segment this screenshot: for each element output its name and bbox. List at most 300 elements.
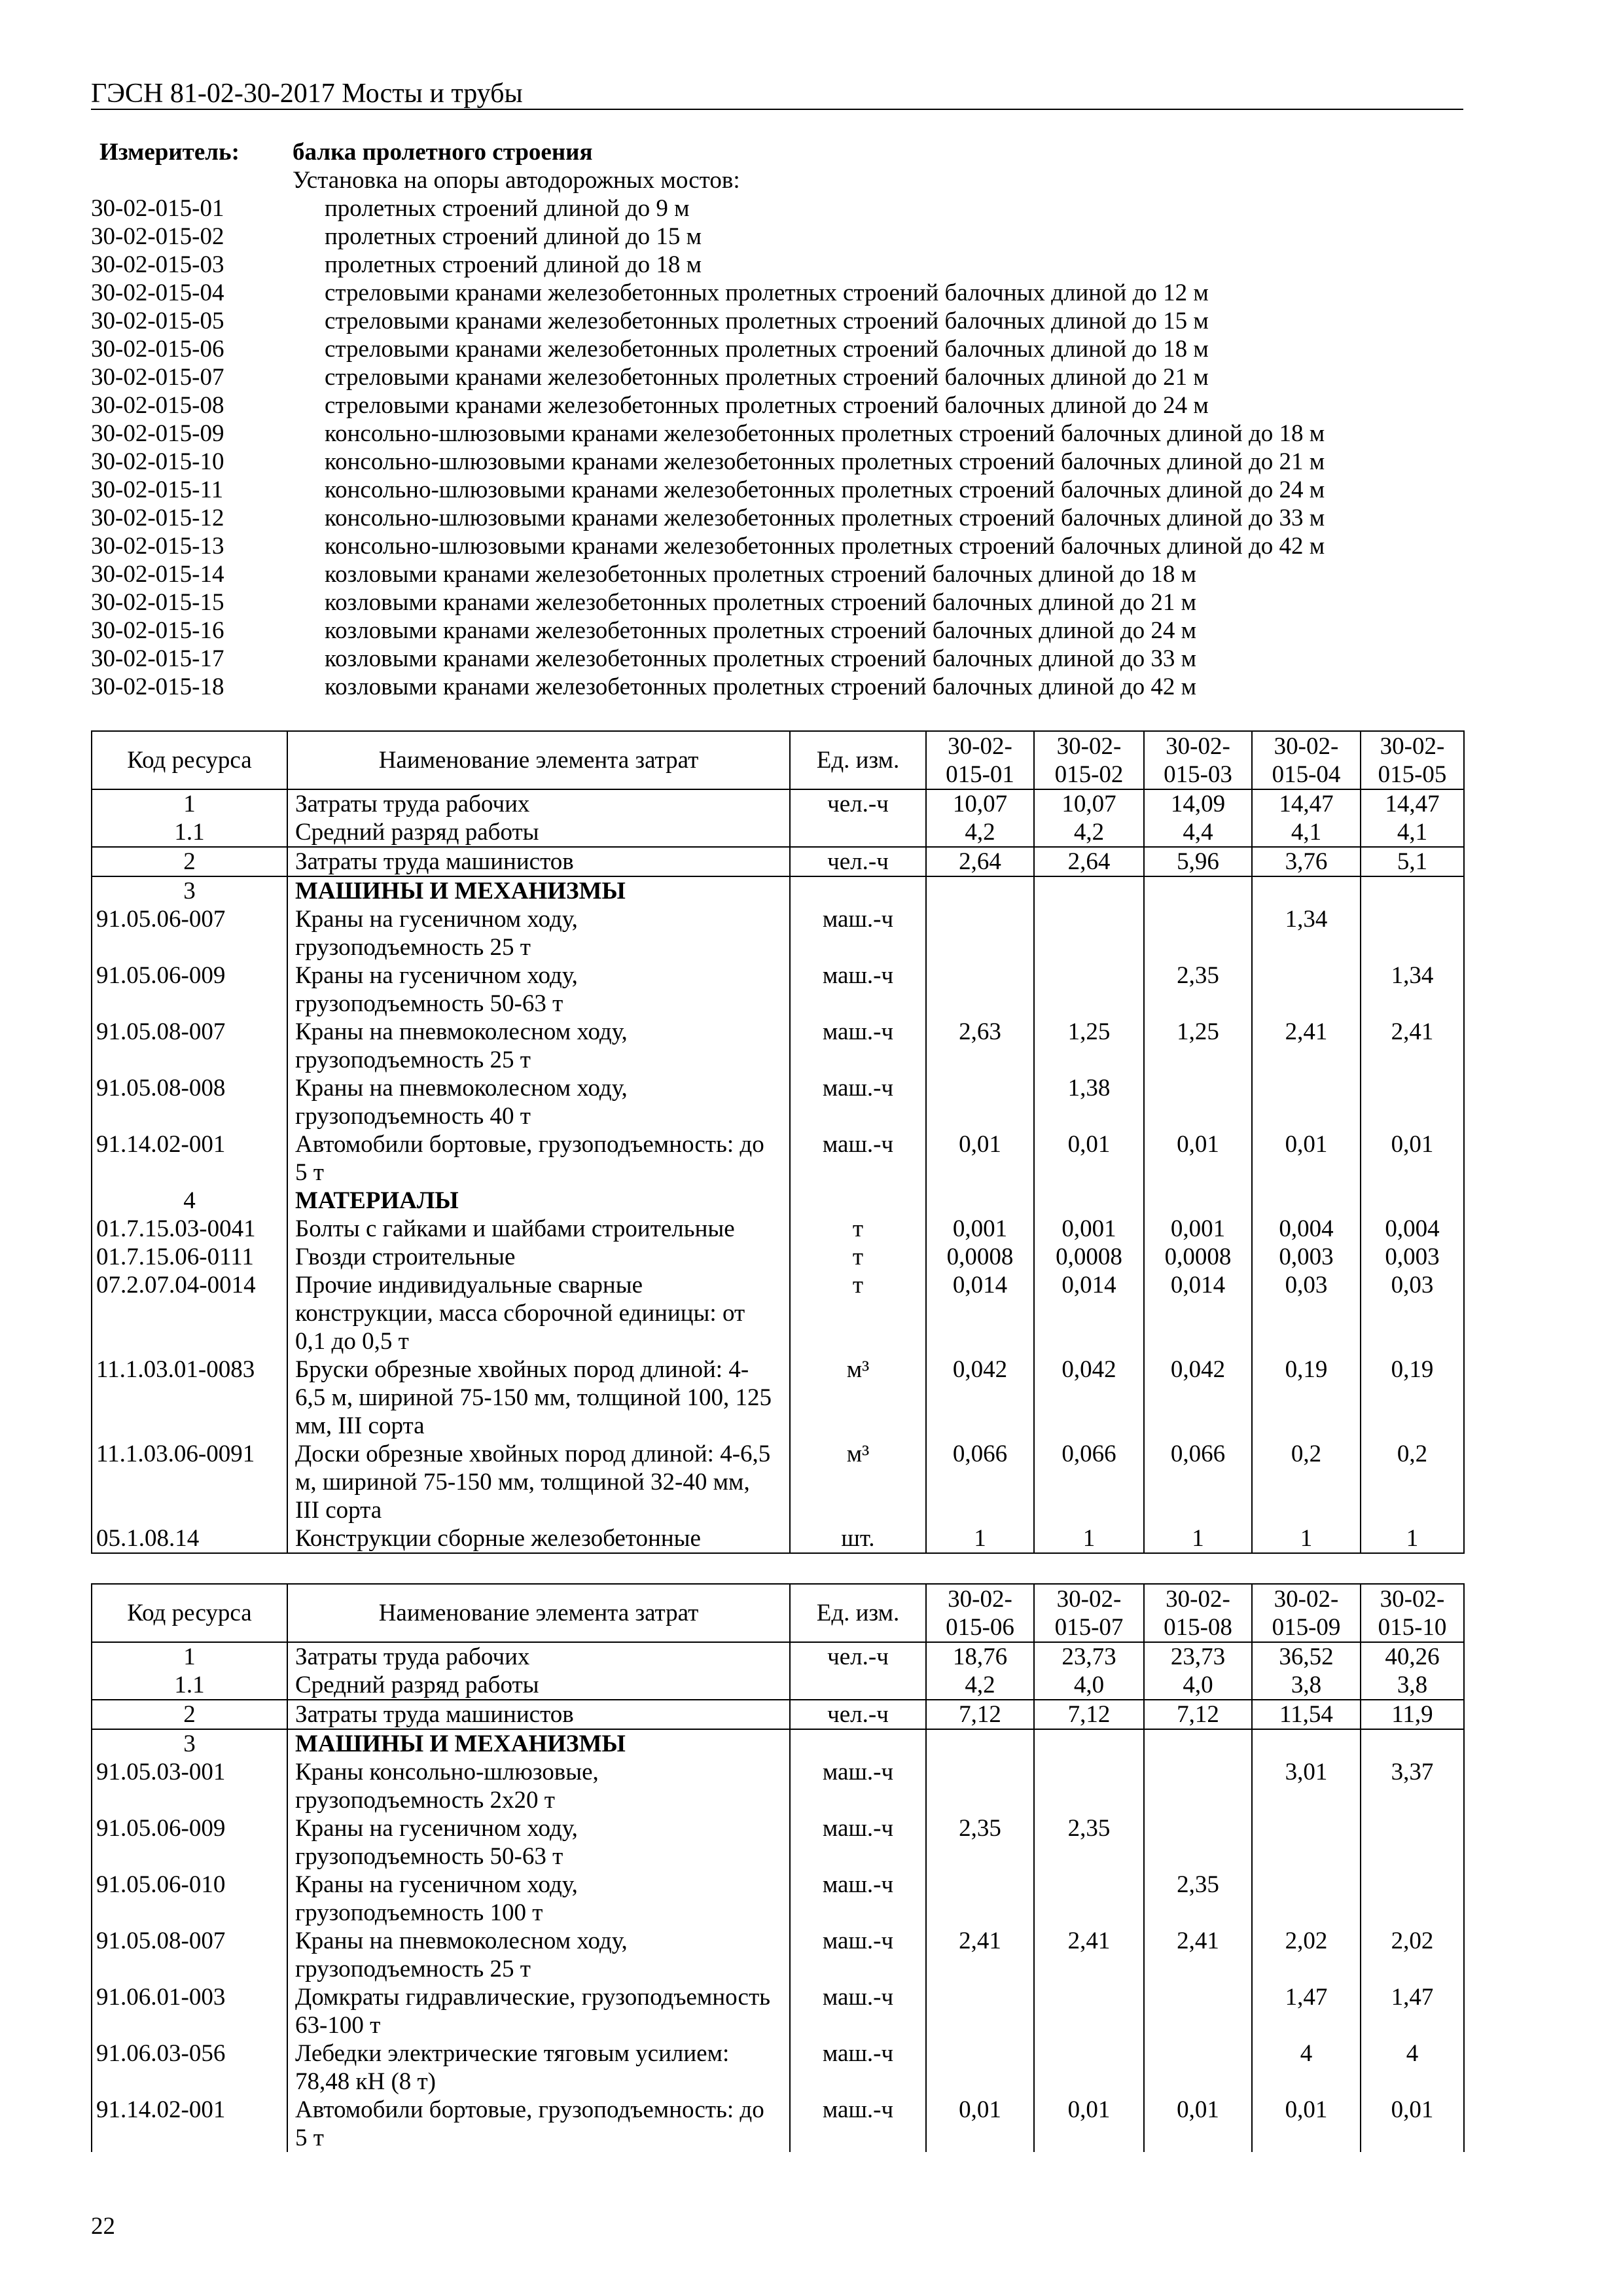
norm-value: 4,4: [1144, 818, 1252, 847]
cost-element-name: МАШИНЫ И МЕХАНИЗМЫ: [287, 876, 790, 905]
table-row: [92, 876, 1464, 905]
norm-code: 30-02-015-01: [91, 195, 224, 222]
unit-of-measure: шт.: [790, 1524, 926, 1553]
column-header-name: Наименование элемента затрат: [287, 731, 790, 789]
norm-value: 1,34: [1252, 905, 1361, 961]
norm-description: пролетных строений длиной до 18 м: [325, 251, 702, 278]
norm-value: 23,73: [1144, 1642, 1252, 1671]
cost-element-name: МАШИНЫ И МЕХАНИЗМЫ: [287, 1729, 790, 1758]
norm-value: 11,54: [1252, 1700, 1361, 1729]
cost-element-name: Краны на гусеничном ходу, грузоподъемность 25 т: [287, 905, 790, 961]
norm-value: [926, 2039, 1034, 2096]
table-row: [92, 1871, 1464, 1927]
norm-code: 30-02-015-05: [91, 308, 224, 334]
norm-description: стреловыми кранами железобетонных пролетных строений балочных длиной до 24 м: [325, 392, 1209, 419]
norm-value: 0,03: [1252, 1271, 1361, 1355]
norm-value: 1: [1361, 1524, 1464, 1553]
norm-value: 2,41: [1361, 1018, 1464, 1074]
table-row: [92, 1642, 1464, 1671]
norm-value: 4,0: [1034, 1671, 1144, 1700]
norm-value: [1034, 961, 1144, 1018]
norm-value: [1252, 1729, 1361, 1758]
column-header-norm: 30-02- 015-10: [1361, 1584, 1464, 1642]
resource-code: 91.05.06-009: [92, 961, 287, 1018]
resource-code: 91.06.01-003: [92, 1983, 287, 2039]
norm-value: [1144, 1758, 1252, 1814]
norm-value: [1034, 2039, 1144, 2096]
norm-value: 2,64: [1034, 847, 1144, 876]
norm-value: 2,02: [1361, 1927, 1464, 1983]
resource-code: 4: [92, 1187, 287, 1215]
table-row: [92, 1758, 1464, 1814]
norm-value: 7,12: [926, 1700, 1034, 1729]
measure-item: [91, 476, 1463, 504]
norm-code: 30-02-015-10: [91, 448, 224, 475]
norm-description: пролетных строений длиной до 9 м: [325, 195, 690, 222]
norm-value: 2,02: [1252, 1927, 1361, 1983]
norm-value: [1144, 1074, 1252, 1130]
resource-code: 91.06.03-056: [92, 2039, 287, 2096]
measure-item: [91, 307, 1463, 335]
norm-description: пролетных строений длиной до 15 м: [325, 223, 702, 250]
unit-of-measure: [790, 818, 926, 847]
norm-value: 0,01: [1252, 1130, 1361, 1187]
cost-element-name: Затраты труда машинистов: [287, 847, 790, 876]
cost-element-name: Краны на гусеничном ходу, грузоподъемность 50-63 т: [287, 1814, 790, 1871]
norm-value: [1252, 961, 1361, 1018]
unit-of-measure: маш.-ч: [790, 1983, 926, 2039]
norm-value: 4,2: [1034, 818, 1144, 847]
norm-description: козловыми кранами железобетонных пролетных строений балочных длиной до 42 м: [325, 673, 1197, 700]
norm-value: 0,0008: [926, 1243, 1034, 1271]
norm-value: 0,014: [1144, 1271, 1252, 1355]
cost-element-name: Средний разряд работы: [287, 1671, 790, 1700]
norm-value: 0,014: [926, 1271, 1034, 1355]
norm-value: 4,0: [1144, 1671, 1252, 1700]
resource-code: 91.05.06-009: [92, 1814, 287, 1871]
column-header-unit: Ед. изм.: [790, 1584, 926, 1642]
unit-of-measure: чел.-ч: [790, 1642, 926, 1671]
resource-code: 1: [92, 1642, 287, 1671]
norm-value: 2,41: [1144, 1927, 1252, 1983]
measure-item: [91, 391, 1463, 420]
column-header-name: Наименование элемента затрат: [287, 1584, 790, 1642]
running-header: ГЭСН 81-02-30-2017 Мосты и трубы: [91, 79, 523, 109]
norm-value: 2,35: [1034, 1814, 1144, 1871]
norm-value: 0,066: [1034, 1440, 1144, 1524]
norm-value: 0,001: [1034, 1215, 1144, 1243]
norm-value: 7,12: [1034, 1700, 1144, 1729]
norm-value: 1: [926, 1524, 1034, 1553]
unit-of-measure: маш.-ч: [790, 2039, 926, 2096]
table-row: [92, 2039, 1464, 2096]
resource-code: 11.1.03.06-0091: [92, 1440, 287, 1524]
norm-value: 2,41: [926, 1927, 1034, 1983]
norm-value: 1,25: [1144, 1018, 1252, 1074]
resource-code: 1.1: [92, 1671, 287, 1700]
unit-of-measure: чел.-ч: [790, 847, 926, 876]
norm-value: 1,34: [1361, 961, 1464, 1018]
table-row: [92, 1355, 1464, 1440]
norm-value: 1: [1144, 1524, 1252, 1553]
norm-value: 3,8: [1361, 1671, 1464, 1700]
table-row: [92, 1440, 1464, 1524]
norm-code: 30-02-015-06: [91, 336, 224, 363]
resource-table-body: [92, 731, 1464, 1553]
norm-value: 0,004: [1252, 1215, 1361, 1243]
measure-item: [91, 560, 1463, 588]
unit-of-measure: т: [790, 1243, 926, 1271]
cost-element-name: Затраты труда рабочих: [287, 789, 790, 818]
norm-value: [1144, 1187, 1252, 1215]
norm-description: консольно-шлюзовыми кранами железобетонных пролетных строений балочных длиной до 24 м: [325, 476, 1325, 503]
norm-code: 30-02-015-02: [91, 223, 224, 250]
norm-value: 0,19: [1252, 1355, 1361, 1440]
column-header-norm: 30-02- 015-08: [1144, 1584, 1252, 1642]
norm-value: 1,38: [1034, 1074, 1144, 1130]
norm-value: [1252, 876, 1361, 905]
norm-description: стреловыми кранами железобетонных пролетных строений балочных длиной до 12 м: [325, 279, 1209, 306]
unit-of-measure: маш.-ч: [790, 1758, 926, 1814]
cost-element-name: Бруски обрезные хвойных пород длиной: 4- 6,5 м, шириной 75-150 мм, толщиной 100, 125 мм, III сорта: [287, 1355, 790, 1440]
cost-element-name: Краны консольно-шлюзовые, грузоподъемность 2х20 т: [287, 1758, 790, 1814]
norm-value: 36,52: [1252, 1642, 1361, 1671]
norm-value: 0,066: [1144, 1440, 1252, 1524]
measure-intro-line: [91, 166, 1463, 194]
column-header-norm: 30-02- 015-03: [1144, 731, 1252, 789]
norm-value: 14,09: [1144, 789, 1252, 818]
norm-value: 1,25: [1034, 1018, 1144, 1074]
norm-code: 30-02-015-11: [91, 476, 224, 503]
table-row: [92, 2096, 1464, 2152]
norm-value: 5,1: [1361, 847, 1464, 876]
norm-description: козловыми кранами железобетонных пролетных строений балочных длиной до 21 м: [325, 589, 1197, 616]
resource-code: 11.1.03.01-0083: [92, 1355, 287, 1440]
norm-value: 10,07: [1034, 789, 1144, 818]
norm-value: [1361, 1074, 1464, 1130]
column-header-norm: 30-02- 015-05: [1361, 731, 1464, 789]
norm-value: [926, 1729, 1034, 1758]
norm-code: 30-02-015-12: [91, 505, 224, 531]
norm-code: 30-02-015-14: [91, 561, 224, 588]
resource-code: 91.05.03-001: [92, 1758, 287, 1814]
norm-value: 0,004: [1361, 1215, 1464, 1243]
norm-value: 0,01: [1144, 2096, 1252, 2152]
measure-item: [91, 588, 1463, 617]
norm-value: 2,35: [1144, 1871, 1252, 1927]
norm-value: [1144, 1814, 1252, 1871]
resource-code: 91.14.02-001: [92, 1130, 287, 1187]
norm-value: [1034, 1187, 1144, 1215]
unit-of-measure: т: [790, 1215, 926, 1243]
resource-code: 2: [92, 1700, 287, 1729]
norm-value: 3,76: [1252, 847, 1361, 876]
cost-element-name: Затраты труда машинистов: [287, 1700, 790, 1729]
unit-of-measure: маш.-ч: [790, 1074, 926, 1130]
norm-value: [1144, 876, 1252, 905]
column-header-norm: 30-02- 015-02: [1034, 731, 1144, 789]
norm-value: 18,76: [926, 1642, 1034, 1671]
measure-item: [91, 448, 1463, 476]
unit-of-measure: маш.-ч: [790, 1871, 926, 1927]
norm-value: 5,96: [1144, 847, 1252, 876]
cost-element-name: Автомобили бортовые, грузоподъемность: до 5 т: [287, 2096, 790, 2152]
norm-value: 0,01: [926, 2096, 1034, 2152]
norm-description: козловыми кранами железобетонных пролетных строений балочных длиной до 33 м: [325, 645, 1197, 672]
cost-element-name: МАТЕРИАЛЫ: [287, 1187, 790, 1215]
norm-value: 0,042: [1144, 1355, 1252, 1440]
norm-code: 30-02-015-18: [91, 673, 224, 700]
measure-item-list: [91, 194, 1463, 701]
norm-value: 0,014: [1034, 1271, 1144, 1355]
norm-code: 30-02-015-15: [91, 589, 224, 616]
table-header-row: [92, 731, 1464, 789]
norm-value: [1034, 905, 1144, 961]
norm-value: 3,8: [1252, 1671, 1361, 1700]
table-row: [92, 1130, 1464, 1187]
measure-item: [91, 363, 1463, 391]
column-header-unit: Ед. изм.: [790, 731, 926, 789]
table-row: [92, 1271, 1464, 1355]
resource-code: 05.1.08.14: [92, 1524, 287, 1553]
norm-value: 4,2: [926, 1671, 1034, 1700]
norm-value: 0,01: [1361, 2096, 1464, 2152]
resource-code: 91.05.08-008: [92, 1074, 287, 1130]
table-row: [92, 1524, 1464, 1553]
norm-value: [1034, 1983, 1144, 2039]
cost-element-name: Средний разряд работы: [287, 818, 790, 847]
table-row: [92, 1700, 1464, 1729]
norm-value: [1361, 905, 1464, 961]
norm-description: козловыми кранами железобетонных пролетных строений балочных длиной до 18 м: [325, 561, 1197, 588]
column-header-norm: 30-02- 015-04: [1252, 731, 1361, 789]
table-header-row: [92, 1584, 1464, 1642]
measure-item: [91, 420, 1463, 448]
measure-block: [91, 138, 1463, 701]
norm-value: 0,001: [1144, 1215, 1252, 1243]
norm-value: [1144, 905, 1252, 961]
norm-value: 4,1: [1252, 818, 1361, 847]
measure-item: [91, 223, 1463, 251]
unit-of-measure: маш.-ч: [790, 905, 926, 961]
resource-code: 1: [92, 789, 287, 818]
norm-description: козловыми кранами железобетонных пролетных строений балочных длиной до 24 м: [325, 617, 1197, 644]
resource-code: 07.2.07.04-0014: [92, 1271, 287, 1355]
norm-code: 30-02-015-07: [91, 364, 224, 391]
measure-intro: Установка на опоры автодорожных мостов:: [293, 167, 740, 194]
unit-of-measure: маш.-ч: [790, 1927, 926, 1983]
resource-code: 91.14.02-001: [92, 2096, 287, 2152]
cost-element-name: Краны на пневмоколесном ходу, грузоподъемность 25 т: [287, 1018, 790, 1074]
table-row: [92, 818, 1464, 847]
norm-value: [1144, 1729, 1252, 1758]
measure-label: Измеритель:: [99, 139, 240, 166]
resource-table-body: [92, 1584, 1464, 2152]
table-row: [92, 1671, 1464, 1700]
table-row: [92, 1983, 1464, 2039]
norm-value: 0,01: [926, 1130, 1034, 1187]
norm-value: 11,9: [1361, 1700, 1464, 1729]
resource-code: 91.05.08-007: [92, 1018, 287, 1074]
unit-of-measure: маш.-ч: [790, 2096, 926, 2152]
norm-value: 0,2: [1361, 1440, 1464, 1524]
norm-value: 0,19: [1361, 1355, 1464, 1440]
norm-value: [1252, 1814, 1361, 1871]
norm-code: 30-02-015-03: [91, 251, 224, 278]
norm-value: 4: [1252, 2039, 1361, 2096]
norm-value: 2,41: [1034, 1927, 1144, 1983]
table-row: [92, 1729, 1464, 1758]
cost-element-name: Домкраты гидравлические, грузоподъемность 63-100 т: [287, 1983, 790, 2039]
column-header-norm: 30-02- 015-01: [926, 731, 1034, 789]
norm-value: 3,37: [1361, 1758, 1464, 1814]
resource-code: 91.05.08-007: [92, 1927, 287, 1983]
norm-value: [926, 876, 1034, 905]
unit-of-measure: [790, 1187, 926, 1215]
cost-element-name: Краны на гусеничном ходу, грузоподъемность 100 т: [287, 1871, 790, 1927]
norm-value: [1034, 876, 1144, 905]
norm-value: 7,12: [1144, 1700, 1252, 1729]
unit-of-measure: [790, 1729, 926, 1758]
measure-header-line: [91, 138, 1463, 166]
header-rule: [91, 109, 1463, 110]
norm-value: [926, 961, 1034, 1018]
norm-value: [1361, 1814, 1464, 1871]
resource-code: 01.7.15.06-0111: [92, 1243, 287, 1271]
measure-item: [91, 532, 1463, 560]
norm-description: консольно-шлюзовыми кранами железобетонных пролетных строений балочных длиной до 42 м: [325, 533, 1325, 560]
norm-value: [926, 905, 1034, 961]
norm-value: 40,26: [1361, 1642, 1464, 1671]
norm-value: [1252, 1871, 1361, 1927]
norm-description: консольно-шлюзовыми кранами железобетонных пролетных строений балочных длиной до 18 м: [325, 420, 1325, 447]
norm-description: стреловыми кранами железобетонных пролетных строений балочных длиной до 21 м: [325, 364, 1209, 391]
norm-value: 0,003: [1252, 1243, 1361, 1271]
norm-code: 30-02-015-17: [91, 645, 224, 672]
cost-element-name: Краны на гусеничном ходу, грузоподъемность 50-63 т: [287, 961, 790, 1018]
unit-of-measure: маш.-ч: [790, 1018, 926, 1074]
resource-table: [91, 1583, 1465, 2152]
cost-element-name: Конструкции сборные железобетонные: [287, 1524, 790, 1553]
table-row: [92, 961, 1464, 1018]
cost-element-name: Болты с гайками и шайбами строительные: [287, 1215, 790, 1243]
norm-value: 0,003: [1361, 1243, 1464, 1271]
measure-item: [91, 335, 1463, 363]
norm-code: 30-02-015-09: [91, 420, 224, 447]
norm-value: [1361, 1871, 1464, 1927]
norm-code: 30-02-015-16: [91, 617, 224, 644]
page-number: 22: [91, 2213, 115, 2240]
norm-value: [926, 1871, 1034, 1927]
measure-item: [91, 617, 1463, 645]
norm-description: консольно-шлюзовыми кранами железобетонных пролетных строений балочных длиной до 33 м: [325, 505, 1325, 531]
table-row: [92, 1187, 1464, 1215]
measure-item: [91, 504, 1463, 532]
resource-code: 01.7.15.03-0041: [92, 1215, 287, 1243]
norm-value: [926, 1983, 1034, 2039]
norm-value: 14,47: [1252, 789, 1361, 818]
unit-of-measure: чел.-ч: [790, 789, 926, 818]
column-header-code: Код ресурса: [92, 731, 287, 789]
unit-of-measure: м³: [790, 1440, 926, 1524]
norm-value: [1034, 1729, 1144, 1758]
cost-element-name: Лебедки электрические тяговым усилием: 78,48 кН (8 т): [287, 2039, 790, 2096]
unit-of-measure: т: [790, 1271, 926, 1355]
table-row: [92, 1074, 1464, 1130]
norm-value: 0,01: [1144, 1130, 1252, 1187]
norm-value: 0,042: [1034, 1355, 1144, 1440]
norm-value: 0,042: [926, 1355, 1034, 1440]
measure-item: [91, 673, 1463, 701]
norm-value: [1144, 2039, 1252, 2096]
resource-code: 3: [92, 1729, 287, 1758]
norm-value: 0,0008: [1144, 1243, 1252, 1271]
unit-of-measure: маш.-ч: [790, 1814, 926, 1871]
measure-item: [91, 645, 1463, 673]
norm-value: 0,01: [1034, 2096, 1144, 2152]
measure-unit-value: балка пролетного строения: [293, 139, 593, 166]
norm-description: стреловыми кранами железобетонных пролетных строений балочных длиной до 15 м: [325, 308, 1209, 334]
norm-value: [1361, 1729, 1464, 1758]
unit-of-measure: маш.-ч: [790, 961, 926, 1018]
norm-value: 0,01: [1034, 1130, 1144, 1187]
resource-code: 91.05.06-010: [92, 1871, 287, 1927]
norm-value: [926, 1758, 1034, 1814]
cost-element-name: Гвозди строительные: [287, 1243, 790, 1271]
norm-description: консольно-шлюзовыми кранами железобетонных пролетных строений балочных длиной до 21 м: [325, 448, 1325, 475]
table-row: [92, 905, 1464, 961]
measure-item: [91, 194, 1463, 223]
table-row: [92, 847, 1464, 876]
resource-table: [91, 730, 1465, 1554]
cost-element-name: Краны на пневмоколесном ходу, грузоподъемность 40 т: [287, 1074, 790, 1130]
column-header-norm: 30-02- 015-09: [1252, 1584, 1361, 1642]
unit-of-measure: [790, 876, 926, 905]
norm-value: 2,63: [926, 1018, 1034, 1074]
norm-code: 30-02-015-08: [91, 392, 224, 419]
cost-element-name: Автомобили бортовые, грузоподъемность: до 5 т: [287, 1130, 790, 1187]
column-header-norm: 30-02- 015-06: [926, 1584, 1034, 1642]
norm-value: 2,64: [926, 847, 1034, 876]
norm-value: 0,01: [1252, 2096, 1361, 2152]
norm-value: [1034, 1871, 1144, 1927]
norm-value: 4,1: [1361, 818, 1464, 847]
norm-value: 0,03: [1361, 1271, 1464, 1355]
norm-value: [1252, 1187, 1361, 1215]
norm-value: 0,2: [1252, 1440, 1361, 1524]
norm-value: [1361, 1187, 1464, 1215]
measure-item: [91, 279, 1463, 307]
norm-value: 1,47: [1361, 1983, 1464, 2039]
norm-value: [926, 1074, 1034, 1130]
table-row: [92, 1215, 1464, 1243]
resource-code: 1.1: [92, 818, 287, 847]
norm-value: 23,73: [1034, 1642, 1144, 1671]
table-row: [92, 789, 1464, 818]
norm-value: 14,47: [1361, 789, 1464, 818]
norm-value: [1252, 1074, 1361, 1130]
resource-code: 3: [92, 876, 287, 905]
column-header-code: Код ресурса: [92, 1584, 287, 1642]
resource-code: 91.05.06-007: [92, 905, 287, 961]
norm-code: 30-02-015-13: [91, 533, 224, 560]
norm-value: 1: [1034, 1524, 1144, 1553]
norm-value: 10,07: [926, 789, 1034, 818]
norm-value: 2,35: [1144, 961, 1252, 1018]
unit-of-measure: м³: [790, 1355, 926, 1440]
cost-element-name: Доски обрезные хвойных пород длиной: 4-6,5 м, шириной 75-150 мм, толщиной 32-40 мм, III сорта: [287, 1440, 790, 1524]
norm-value: 4,2: [926, 818, 1034, 847]
